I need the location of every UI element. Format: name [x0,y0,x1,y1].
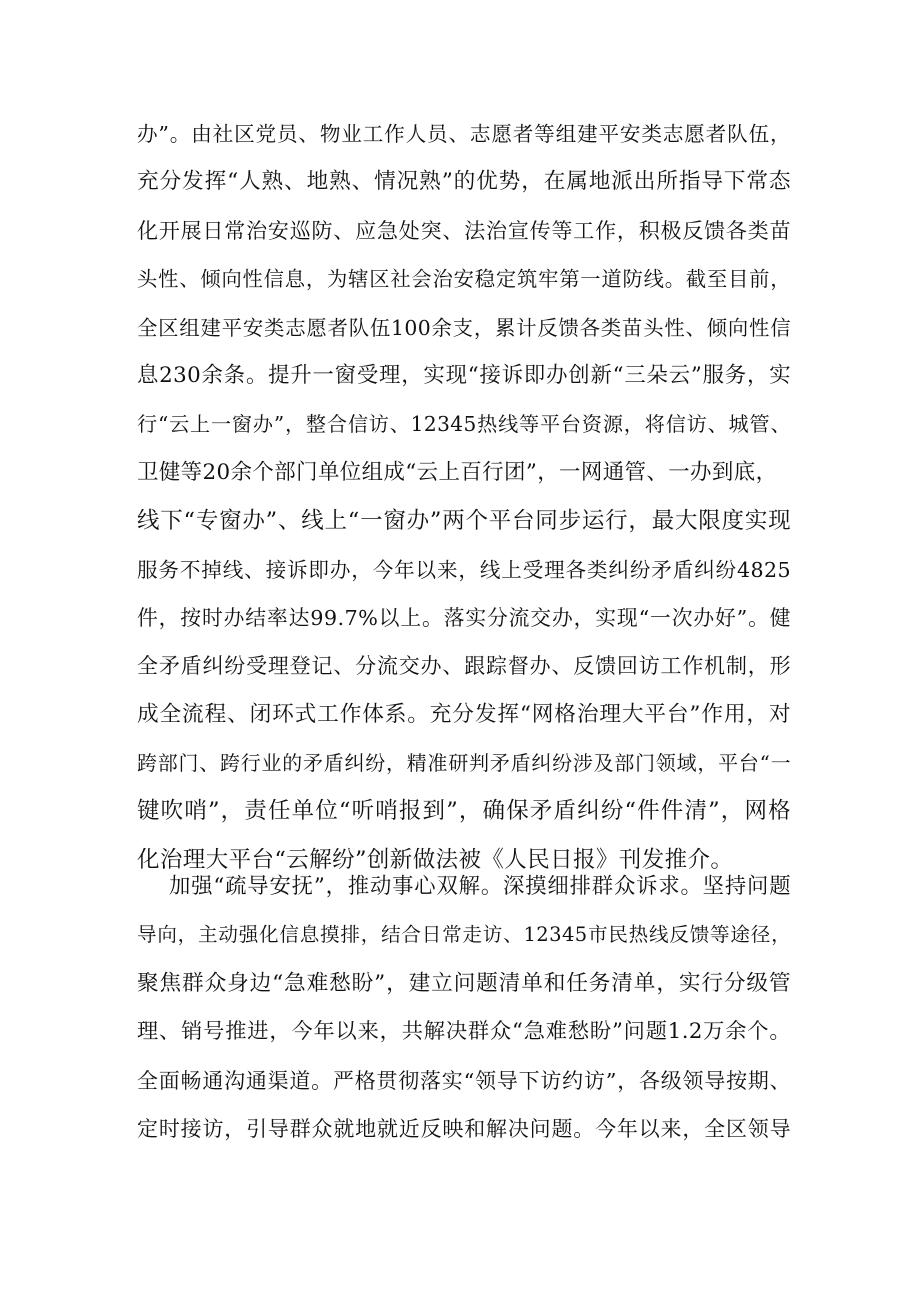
text-line: 息230余条。提升一窗受理，实现“接诉即办创新“三朵云”服务，实 [137,362,791,388]
text-line: 定时接访，引导群众就地就近反映和解决问题。今年以来，全区领导 [137,1116,791,1141]
paragraph-1 [137,110,791,884]
text-line: 全矛盾纠纷受理登记、分流交办、跟踪督办、反馈回访工作机制，形 [137,654,791,679]
paragraph-2 [137,863,791,1153]
text-line: 成全流程、闭环式工作体系。充分发挥“网格治理大平台”作用，对 [137,701,791,727]
text-line: 充分发挥“人熟、地熟、情况熟”的优势，在属地派出所指导下常态 [137,169,791,195]
text-line: 全区组建平安类志愿者队伍100余支，累计反馈各类苗头性、倾向性信 [137,315,791,340]
text-line: 化开展日常治安巡防、应急处突、法治宣传等工作，积极反馈各类苗 [137,218,791,243]
text-line: 理、销号推进，今年以来，共解决群众“急难愁盼”问题1.2万余个。 [137,1019,791,1045]
text-line: 线下“专窗办”、线上“一窗办”两个平台同步运行，最大限度实现 [137,508,791,535]
text-line: 头性、倾向性信息，为辖区社会治安稳定筑牢第一道防线。截至目前， [137,267,791,292]
text-line: 键吹哨”，责任单位“听哨报到”，确保矛盾纠纷“件件清”，网格 [137,798,791,825]
text-line: 办”。由社区党员、物业工作人员、志愿者等组建平安类志愿者队伍， [137,122,791,146]
text-line: 跨部门、跨行业的矛盾纠纷，精准研判矛盾纠纷涉及部门领域，平台“一 [137,751,791,776]
text-line: 加强“疏导安抚”，推动事心双解。深摸细排群众诉求。坚持问题 [169,874,791,899]
text-line: 件，按时办结率达99.7%以上。落实分流交办，实现“一次办好”。健 [137,605,791,630]
text-line: 导向，主动强化信息摸排，结合日常走访、12345市民热线反馈等途径， [137,923,791,947]
text-line: 全面畅通沟通渠道。严格贯彻落实“领导下访约访”，各级领导按期、 [137,1068,791,1093]
text-line: 化治理大平台“云解纷”创新做法被《人民日报》刊发推介。 [137,846,734,873]
text-line: 卫健等20余个部门单位组成“云上百行团”，一网通管、一办到底， [137,459,778,485]
text-line: 行“云上一窗办”，整合信访、12345热线等平台资源，将信访、城管、 [137,412,791,437]
text-line: 聚焦群众身边“急难愁盼”，建立问题清单和任务清单，实行分级管 [137,970,791,996]
text-line: 服务不掉线、接诉即办，今年以来，线上受理各类纠纷矛盾纠纷4825 [137,557,791,582]
